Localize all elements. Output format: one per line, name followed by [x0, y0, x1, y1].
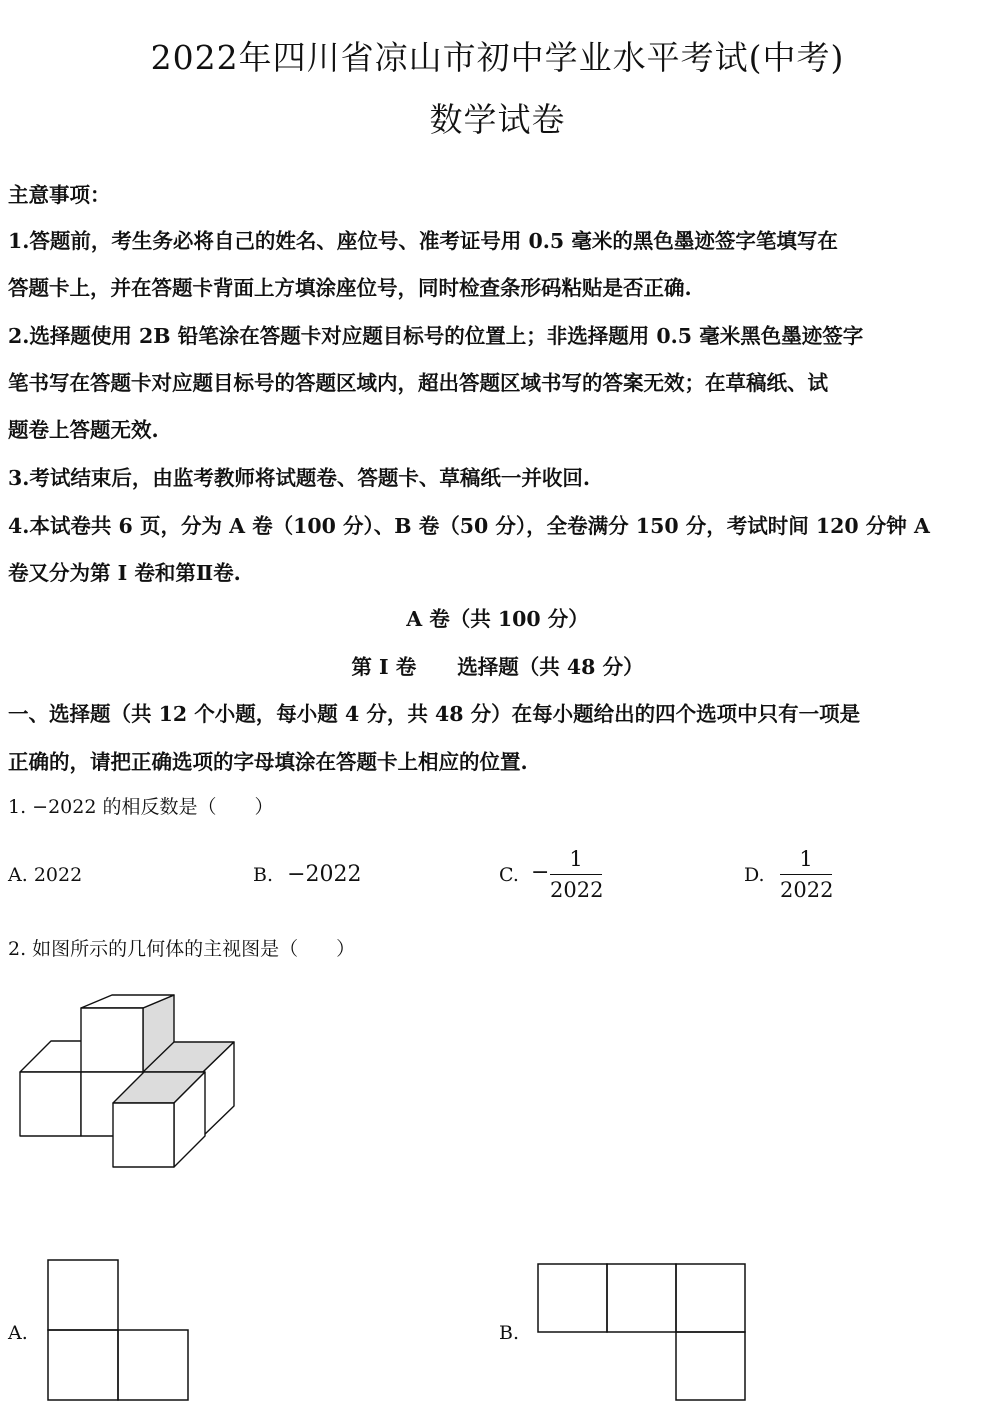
paper-a-heading: A 卷（共 100 分） [406, 607, 589, 631]
page-title: 2022年四川省凉山市初中学业水平考试(中考) [150, 38, 845, 77]
fraction-numerator: 1 [569, 847, 583, 871]
fraction-denominator: 2022 [550, 878, 604, 902]
note-line: 答题卡上，并在答题卡背面上方填涂座位号，同时检查条形码粘贴是否正确. [8, 276, 692, 300]
section-instruction: 正确的，请把正确选项的字母填涂在答题卡上相应的位置. [8, 750, 528, 774]
view-square [607, 1264, 676, 1332]
note-line: 题卷上答题无效. [8, 418, 159, 442]
note-line: 笔书写在答题卡对应题目标号的答题区域内，超出答题区域书写的答案无效；在草稿纸、试 [8, 371, 828, 395]
view-square [676, 1332, 745, 1400]
notes-heading: 主意事项： [8, 183, 111, 207]
part-one-heading: 第 I 卷 选择题（共 48 分） [351, 655, 644, 679]
q1-option-d-label: D. [744, 864, 765, 886]
note-line: 3.考试结束后，由监考教师将试题卷、答题卡、草稿纸一并收回. [8, 466, 591, 490]
option-value: −2022 [287, 862, 362, 887]
view-square [676, 1264, 745, 1332]
section-instruction: 一、选择题（共 12 个小题，每小题 4 分，共 48 分）在每小题给出的四个选项中只有一项是 [8, 702, 861, 726]
option-value: 2022 [33, 864, 83, 886]
note-line: 2.选择题使用 2B 铅笔涂在答题卡对应题目标号的位置上；非选择题用 0.5 毫米黑色墨迹签字 [8, 324, 864, 348]
q1-option-c-label: C. [499, 864, 519, 886]
option-label: A. [8, 864, 28, 886]
q2-option-a-label: A. [8, 1322, 28, 1344]
view-square [538, 1264, 607, 1332]
page-subtitle: 数学试卷 [429, 100, 566, 139]
question-2-stem: 2. 如图所示的几何体的主视图是（ ） [8, 938, 356, 960]
q2-option-b-label: B. [499, 1322, 520, 1344]
option-label: B. [253, 864, 274, 886]
note-line: 1.答题前，考生务必将自己的姓名、座位号、准考证号用 0.5 毫米的黑色墨迹签字笔填写在 [8, 229, 838, 253]
note-line: 卷又分为第 I 卷和第Ⅱ卷. [8, 561, 241, 585]
question-1-stem: 1. −2022 的相反数是（ ） [8, 796, 274, 818]
note-line: 4.本试卷共 6 页，分为 A 卷（100 分）、B 卷（50 分），全卷满分 150 分，考试时间 120 分钟 A [8, 514, 930, 538]
fraction-denominator: 2022 [780, 878, 834, 902]
fraction-numerator: 1 [799, 847, 813, 871]
q1-option-c-sign: − [531, 860, 550, 885]
